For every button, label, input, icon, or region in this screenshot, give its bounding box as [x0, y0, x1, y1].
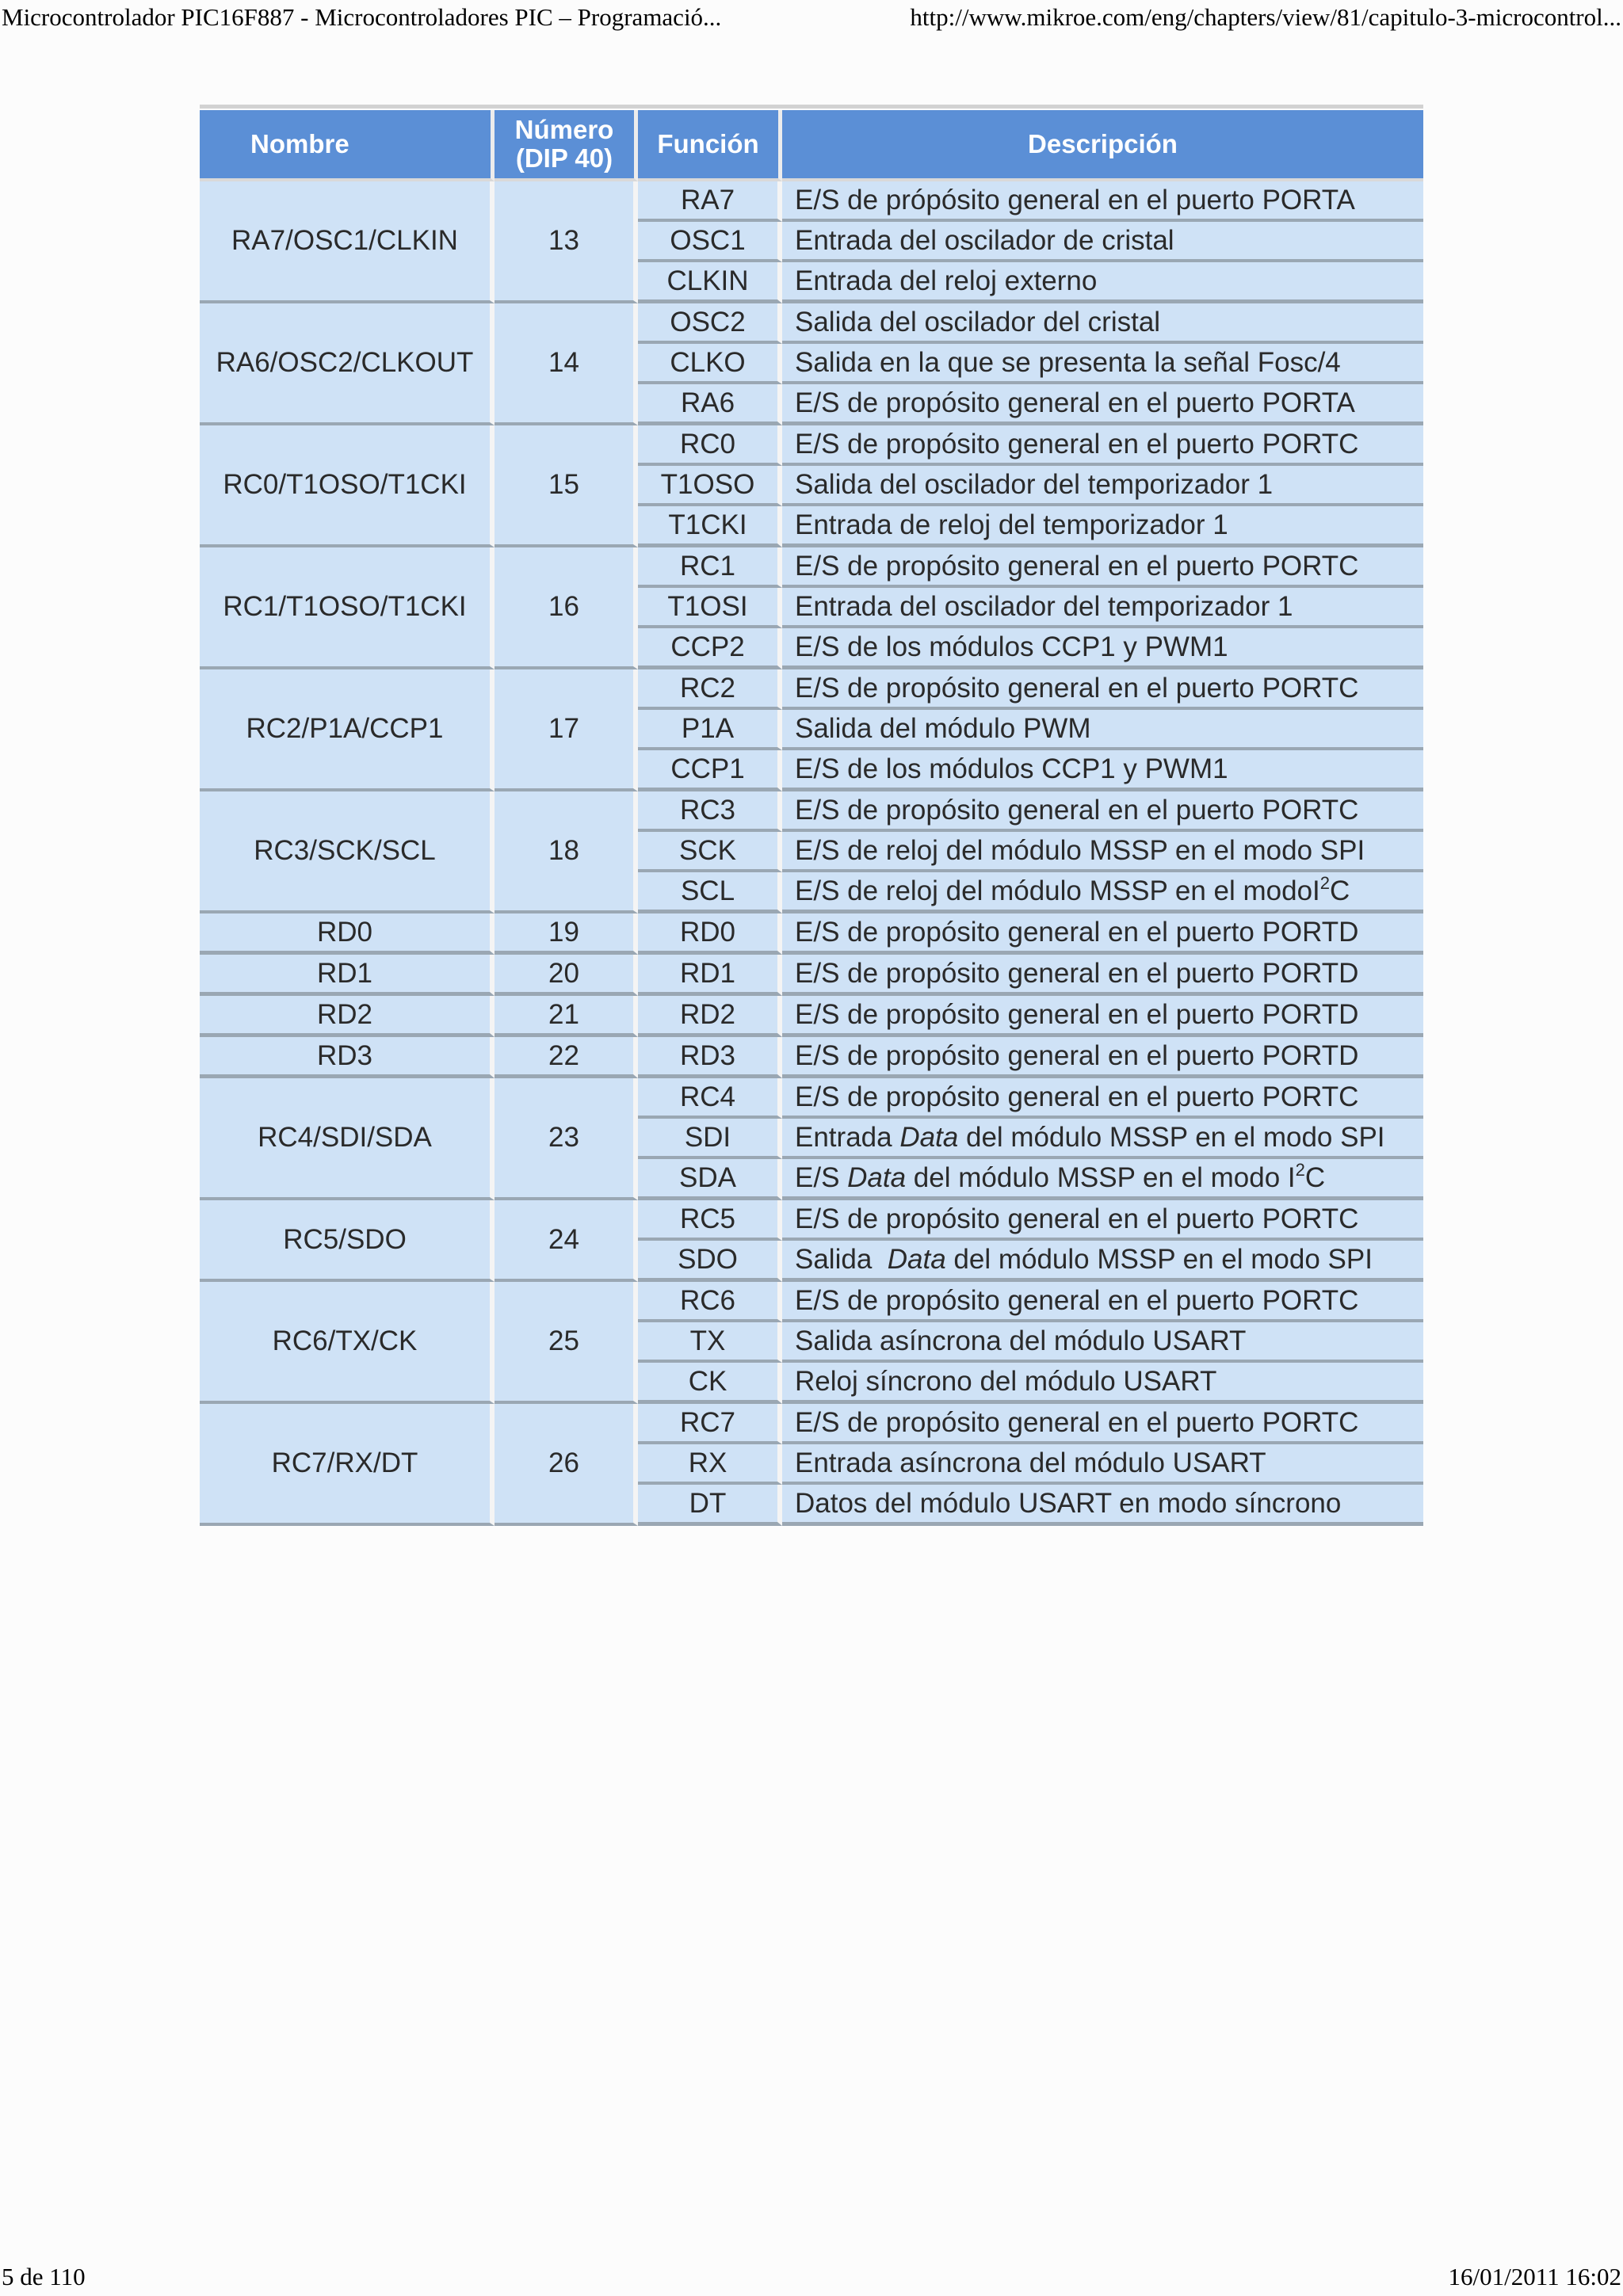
description-cell: E/S de propósito general en el puerto PORTD — [782, 996, 1423, 1037]
pin-name-cell: RC2/P1A/CCP1 — [200, 669, 495, 791]
function-cell: RC5 — [638, 1200, 782, 1241]
table-row — [200, 1200, 1423, 1241]
italic-text: Data — [847, 1161, 907, 1193]
description-cell: E/S de reloj del módulo MSSP en el modo SPI — [782, 832, 1423, 872]
description-cell: Salida del oscilador del temporizador 1 — [782, 466, 1423, 506]
description-cell: Entrada del reloj externo — [782, 262, 1423, 303]
function-cell: RA7 — [638, 181, 782, 222]
table-row — [200, 913, 1423, 955]
function-cell: SDI — [638, 1119, 782, 1159]
table-row — [200, 791, 1423, 832]
function-cell: P1A — [638, 710, 782, 750]
function-cell: CCP1 — [638, 750, 782, 791]
description-cell: E/S de própósito general en el puerto PORTA — [782, 181, 1423, 222]
description-cell: E/S de los módulos CCP1 y PWM1 — [782, 628, 1423, 669]
description-cell: Datos del módulo USART en modo síncrono — [782, 1485, 1423, 1526]
pin-name-cell: RC3/SCK/SCL — [200, 791, 495, 913]
description-text: E/S de reloj del módulo MSSP en el modoI — [795, 875, 1320, 906]
description-cell: Reloj síncrono del módulo USART — [782, 1363, 1423, 1404]
function-cell: RC2 — [638, 669, 782, 710]
function-cell: RD1 — [638, 955, 782, 996]
description-text: del módulo MSSP en el modo I — [906, 1161, 1296, 1193]
function-cell: CK — [638, 1363, 782, 1404]
header-description: Descripción — [782, 110, 1423, 181]
function-cell: T1OSI — [638, 588, 782, 628]
print-footer — [0, 2260, 1623, 2294]
pin-number-cell: 17 — [495, 669, 638, 791]
table-row — [200, 996, 1423, 1037]
description-cell: Salida del módulo PWM — [782, 710, 1423, 750]
header-name: Nombre — [200, 110, 495, 181]
description-cell: Salida en la que se presenta la señal Fosc/4 — [782, 344, 1423, 384]
description-cell — [782, 1159, 1423, 1200]
function-cell: SDA — [638, 1159, 782, 1200]
function-cell: RD0 — [638, 913, 782, 955]
print-header-title: Microcontrolador PIC16F887 - Microcontroladores PIC – Programació... — [2, 3, 722, 31]
pin-number-cell: 15 — [495, 425, 638, 547]
header-row — [200, 110, 1423, 181]
pin-name-cell: RA6/OSC2/CLKOUT — [200, 303, 495, 425]
italic-text: Data — [887, 1243, 946, 1275]
function-cell: RX — [638, 1444, 782, 1485]
header-function: Función — [638, 110, 782, 181]
function-cell: OSC2 — [638, 303, 782, 344]
description-cell — [782, 1241, 1423, 1282]
superscript-text: 2 — [1295, 1159, 1305, 1180]
header-number-line2: (DIP 40) — [515, 143, 613, 173]
pin-number-cell: 23 — [495, 1078, 638, 1200]
function-cell: SCK — [638, 832, 782, 872]
function-cell: SCL — [638, 872, 782, 913]
table-row — [200, 669, 1423, 710]
print-timestamp: 16/01/2011 16:02 — [1448, 2263, 1621, 2290]
print-header-url: http://www.mikroe.com/eng/chapters/view/81/capitulo-3-microcontrol... — [910, 3, 1621, 31]
description-cell: E/S de propósito general en el puerto PORTC — [782, 1404, 1423, 1444]
function-cell: OSC1 — [638, 222, 782, 262]
description-cell: E/S de propósito general en el puerto PORTA — [782, 384, 1423, 425]
description-cell: E/S de propósito general en el puerto PORTD — [782, 955, 1423, 996]
description-text: C — [1330, 875, 1350, 906]
function-cell: RC6 — [638, 1282, 782, 1322]
pin-number-cell: 21 — [495, 996, 638, 1037]
pin-name-cell: RC1/T1OSO/T1CKI — [200, 547, 495, 669]
function-cell: RD2 — [638, 996, 782, 1037]
description-cell: Entrada asíncrona del módulo USART — [782, 1444, 1423, 1485]
function-cell: RC7 — [638, 1404, 782, 1444]
description-text: Entrada — [795, 1121, 900, 1153]
table-row — [200, 181, 1423, 222]
description-cell: E/S de propósito general en el puerto PORTC — [782, 791, 1423, 832]
description-text: Salida — [795, 1243, 888, 1275]
function-cell: CCP2 — [638, 628, 782, 669]
pin-number-cell: 14 — [495, 303, 638, 425]
italic-text: Data — [899, 1121, 959, 1153]
pin-name-cell: RD0 — [200, 913, 495, 955]
description-cell: Entrada de reloj del temporizador 1 — [782, 506, 1423, 547]
description-cell: E/S de propósito general en el puerto PORTC — [782, 425, 1423, 466]
description-cell — [782, 1119, 1423, 1159]
function-cell: RC4 — [638, 1078, 782, 1119]
function-cell: CLKIN — [638, 262, 782, 303]
page-count: 5 de 110 — [2, 2263, 86, 2290]
pin-name-cell: RC0/T1OSO/T1CKI — [200, 425, 495, 547]
description-cell — [782, 872, 1423, 913]
header-number-line1: Número — [514, 115, 614, 144]
table-row — [200, 1078, 1423, 1119]
description-cell: E/S de propósito general en el puerto PORTD — [782, 1037, 1423, 1078]
table-row — [200, 547, 1423, 588]
description-cell: E/S de los módulos CCP1 y PWM1 — [782, 750, 1423, 791]
pin-number-cell: 22 — [495, 1037, 638, 1078]
function-cell: RA6 — [638, 384, 782, 425]
description-text: del módulo MSSP en el modo SPI — [958, 1121, 1385, 1153]
pin-number-cell: 18 — [495, 791, 638, 913]
pin-name-cell: RC7/RX/DT — [200, 1404, 495, 1526]
function-cell: DT — [638, 1485, 782, 1526]
table-row — [200, 955, 1423, 996]
function-cell: SDO — [638, 1241, 782, 1282]
superscript-text: 2 — [1319, 872, 1331, 893]
pin-number-cell: 24 — [495, 1200, 638, 1282]
description-cell: Salida del oscilador del cristal — [782, 303, 1423, 344]
table-row — [200, 303, 1423, 344]
pin-number-cell: 25 — [495, 1282, 638, 1404]
pin-name-cell: RD1 — [200, 955, 495, 996]
function-cell: TX — [638, 1322, 782, 1363]
description-text: C — [1304, 1161, 1326, 1193]
function-cell: T1CKI — [638, 506, 782, 547]
pin-number-cell: 16 — [495, 547, 638, 669]
pin-name-cell: RD2 — [200, 996, 495, 1037]
pin-name-cell: RC4/SDI/SDA — [200, 1078, 495, 1200]
function-cell: RC3 — [638, 791, 782, 832]
pin-table-container — [200, 105, 1423, 1526]
function-cell: RD3 — [638, 1037, 782, 1078]
table-row — [200, 425, 1423, 466]
description-cell: E/S de propósito general en el puerto PORTC — [782, 1282, 1423, 1322]
pin-number-cell: 26 — [495, 1404, 638, 1526]
description-cell: E/S de propósito general en el puerto PORTC — [782, 1200, 1423, 1241]
description-text: del módulo MSSP en el modo SPI — [945, 1243, 1373, 1275]
pin-number-cell: 20 — [495, 955, 638, 996]
pin-name-cell: RD3 — [200, 1037, 495, 1078]
pin-table — [200, 110, 1423, 1526]
description-text: E/S — [795, 1161, 848, 1193]
pin-name-cell: RA7/OSC1/CLKIN — [200, 181, 495, 303]
function-cell: T1OSO — [638, 466, 782, 506]
pin-number-cell: 19 — [495, 913, 638, 955]
function-cell: RC1 — [638, 547, 782, 588]
pin-name-cell: RC6/TX/CK — [200, 1282, 495, 1404]
print-header — [0, 0, 1623, 38]
description-cell: Entrada del oscilador del temporizador 1 — [782, 588, 1423, 628]
description-cell: E/S de propósito general en el puerto PORTC — [782, 547, 1423, 588]
pin-name-cell: RC5/SDO — [200, 1200, 495, 1282]
pin-number-cell: 13 — [495, 181, 638, 303]
pin-table-body — [200, 181, 1423, 1526]
table-row — [200, 1037, 1423, 1078]
description-cell: E/S de propósito general en el puerto PORTD — [782, 913, 1423, 955]
function-cell: CLKO — [638, 344, 782, 384]
description-cell: E/S de propósito general en el puerto PORTC — [782, 1078, 1423, 1119]
table-row — [200, 1404, 1423, 1444]
description-cell: Entrada del oscilador de cristal — [782, 222, 1423, 262]
table-row — [200, 1282, 1423, 1322]
function-cell: RC0 — [638, 425, 782, 466]
description-cell: Salida asíncrona del módulo USART — [782, 1322, 1423, 1363]
header-number — [495, 110, 638, 181]
description-cell: E/S de propósito general en el puerto PORTC — [782, 669, 1423, 710]
